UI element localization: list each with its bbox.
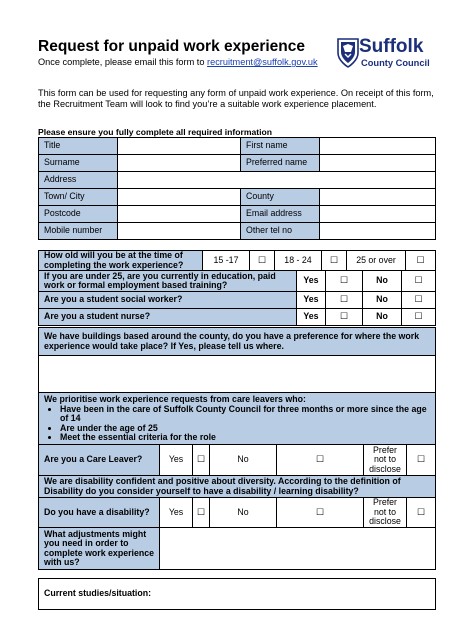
email-link[interactable]: recruitment@suffolk.gov.uk: [207, 57, 318, 67]
care-criteria-item: • Meet the essential criteria for the role: [60, 433, 430, 443]
care-leaver-question: [38, 444, 160, 476]
under-25-question: If you are under 25, are you currently in education, paid work or formal employment based training?: [38, 270, 297, 292]
logo-main: Suffolk: [359, 36, 424, 57]
logo: [359, 36, 430, 68]
title-label: Title: [38, 137, 118, 155]
social-worker-yes-checkbox[interactable]: ☐: [325, 291, 363, 309]
nurse-yes-checkbox[interactable]: ☐: [325, 308, 363, 326]
disability-yes-checkbox[interactable]: ☐: [192, 497, 210, 528]
preferred-name-field[interactable]: [319, 154, 436, 172]
under-25-no-label: No: [362, 270, 402, 292]
care-intro: We prioritise work experience requests from care leavers who:: [44, 394, 306, 404]
address-field[interactable]: [117, 171, 436, 189]
age-option-25-over: 25 or over: [346, 250, 406, 271]
disability-no-label: No: [209, 497, 277, 528]
care-leaver-prefer-not-checkbox[interactable]: ☐: [406, 444, 436, 476]
care-leaver-yes-label: Yes: [159, 444, 193, 476]
care-leaver-suffix: ?: [136, 454, 143, 465]
care-leaver-prefix: Are you a: [44, 454, 87, 465]
logo-sub: County Council: [361, 58, 430, 68]
social-worker-yes-label: Yes: [296, 291, 326, 309]
under-25-yes-checkbox[interactable]: ☐: [325, 270, 363, 292]
adjustments-question: What adjustments might you need in order to complete work experience with us?: [38, 527, 160, 570]
subtitle: [38, 57, 318, 67]
first-name-label: First name: [240, 137, 320, 155]
disability-prefer-not-label: Prefer not to disclose: [363, 497, 407, 528]
town-field[interactable]: [117, 188, 241, 206]
social-worker-no-checkbox[interactable]: ☐: [401, 291, 436, 309]
social-worker-no-label: No: [362, 291, 402, 309]
subtitle-text: Once complete, please email this form to: [38, 57, 208, 67]
surname-label: Surname: [38, 154, 118, 172]
care-leaver-no-label: No: [209, 444, 277, 476]
surname-field[interactable]: [117, 154, 241, 172]
age-15-17-checkbox[interactable]: ☐: [249, 250, 275, 271]
care-leaver-no-checkbox[interactable]: ☐: [276, 444, 364, 476]
age-option-15-17: 15 -17: [202, 250, 250, 271]
email-label: Email address: [240, 205, 320, 223]
disability-intro: We are disability confident and positive about diversity. According to the definition of Disability do you consider yourself to have a disability / learning disability?: [38, 475, 436, 498]
care-leavers-info: [38, 392, 436, 445]
adjustments-answer-field[interactable]: [159, 527, 436, 570]
form-title: Request for unpaid work experience: [38, 38, 306, 55]
social-worker-question: Are you a student social worker?: [38, 291, 297, 309]
nurse-no-checkbox[interactable]: ☐: [401, 308, 436, 326]
instruction-note: Please ensure you fully complete all required information: [38, 127, 273, 137]
buildings-answer-field[interactable]: [38, 355, 436, 393]
nurse-yes-label: Yes: [296, 308, 326, 326]
disability-yes-label: Yes: [159, 497, 193, 528]
age-25-over-checkbox[interactable]: ☐: [405, 250, 436, 271]
postcode-label: Postcode: [38, 205, 118, 223]
under-25-no-checkbox[interactable]: ☐: [401, 270, 436, 292]
care-leaver-prefer-not-label: Prefer not to disclose: [363, 444, 407, 476]
care-criteria-list: [44, 405, 430, 443]
age-option-18-24: 18 - 24: [274, 250, 322, 271]
disability-prefer-not-checkbox[interactable]: ☐: [406, 497, 436, 528]
nurse-question: Are you a student nurse?: [38, 308, 297, 326]
county-label: County: [240, 188, 320, 206]
county-crest-icon: [337, 38, 359, 68]
county-field[interactable]: [319, 188, 436, 206]
nurse-no-label: No: [362, 308, 402, 326]
other-tel-field[interactable]: [319, 222, 436, 240]
age-question: How old will you be at the time of completing the work experience?: [38, 250, 203, 271]
under-25-yes-label: Yes: [296, 270, 326, 292]
address-label: Address: [38, 171, 118, 189]
current-studies-field[interactable]: Current studies/situation:: [38, 578, 436, 610]
mobile-field[interactable]: [117, 222, 241, 240]
email-field[interactable]: [319, 205, 436, 223]
mobile-label: Mobile number: [38, 222, 118, 240]
title-field[interactable]: [117, 137, 241, 155]
disability-question: Do you have a disability?: [38, 497, 160, 528]
care-criteria-item: • Are under the age of 25: [60, 424, 430, 434]
town-label: Town/ City: [38, 188, 118, 206]
disability-no-checkbox[interactable]: ☐: [276, 497, 364, 528]
other-tel-label: Other tel no: [240, 222, 320, 240]
first-name-field[interactable]: [319, 137, 436, 155]
care-leaver-bold: Care Leaver: [86, 454, 137, 465]
postcode-field[interactable]: [117, 205, 241, 223]
buildings-question: We have buildings based around the county, do you have a preference for where the work experience would take place? If Yes, please tell us where.: [38, 327, 436, 356]
care-criteria-item: • Have been in the care of Suffolk County Council for three months or more since the age of 14: [60, 405, 430, 424]
preferred-name-label: Preferred name: [240, 154, 320, 172]
care-leaver-yes-checkbox[interactable]: ☐: [192, 444, 210, 476]
intro-paragraph: This form can be used for requesting any form of unpaid work experience. On receipt of this form, the Recruitment Team will look to find you’re a suitable work experience placement.: [38, 88, 434, 109]
age-18-24-checkbox[interactable]: ☐: [321, 250, 347, 271]
